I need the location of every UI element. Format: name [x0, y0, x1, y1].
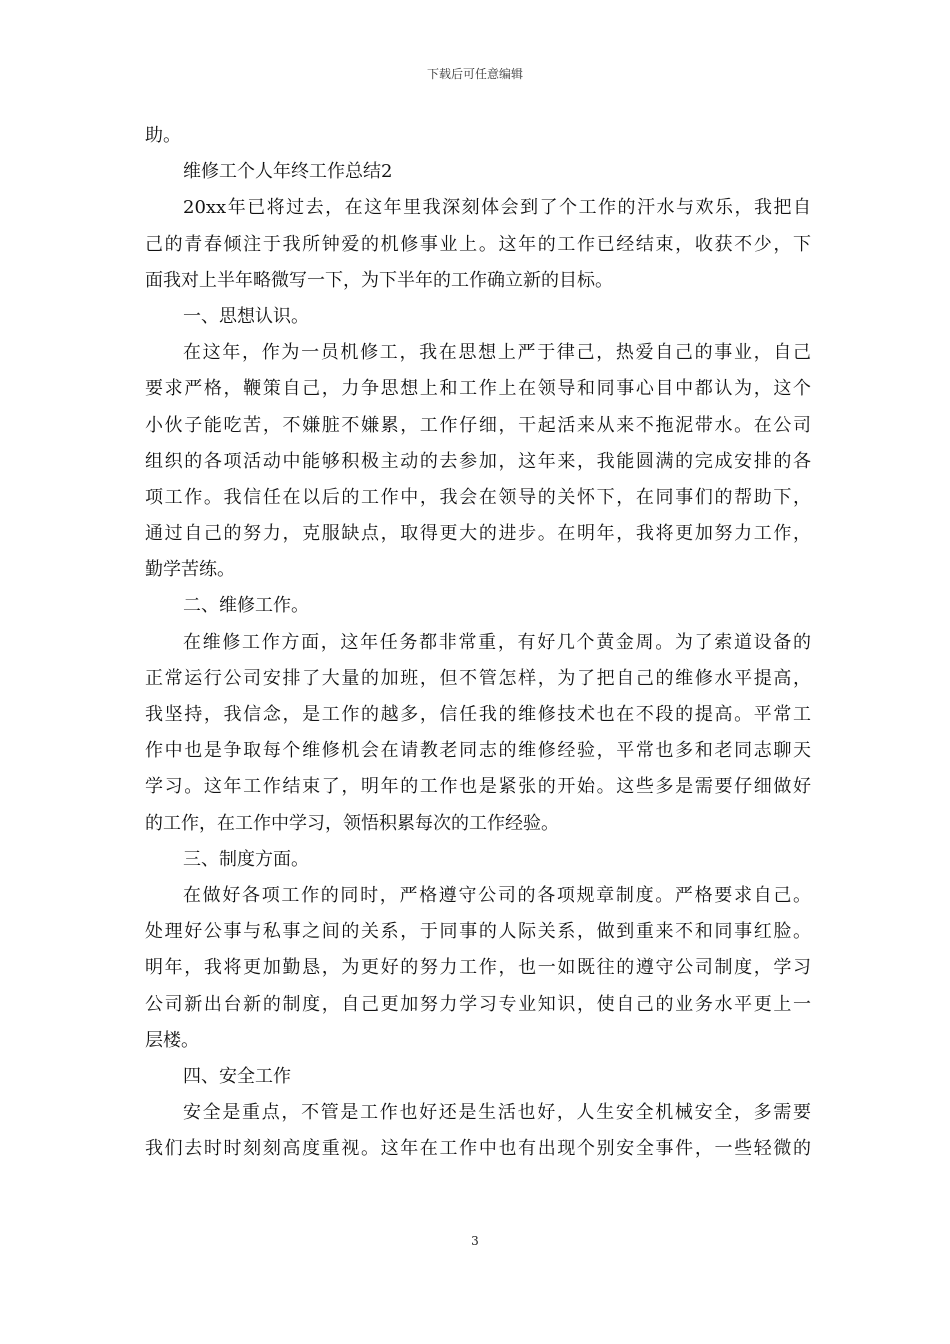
text-line: 正常运行公司安排了大量的加班，但不管怎样，为了把自己的维修水平提高， — [145, 667, 811, 689]
text-line: 层楼。 — [145, 1029, 199, 1051]
text-line: 在维修工作方面，这年任务都非常重，有好几个黄金周。为了索道设备的 — [183, 631, 811, 653]
text-line: 公司新出台新的制度，自己更加努力学习专业知识，使自己的业务水平更上一 — [145, 993, 811, 1015]
text-line: 的工作，在工作中学习，领悟积累每次的工作经验。 — [145, 812, 559, 834]
text-line: 组织的各项活动中能够积极主动的去参加，这年来，我能圆满的完成安排的各 — [145, 450, 811, 472]
text-line: 作中也是争取每个维修机会在请教老同志的维修经验，平常也多和老同志聊天 — [145, 740, 811, 762]
section-heading: 二、维修工作。 — [183, 595, 309, 617]
text-line: 面我对上半年略微写一下，为下半年的工作确立新的目标。 — [145, 269, 613, 291]
text-line: 我们去时时刻刻高度重视。这年在工作中也有出现个别安全事件，一些轻微的 — [145, 1138, 811, 1160]
section-heading: 三、制度方面。 — [183, 848, 309, 870]
text-line: 20xx年已将过去，在这年里我深刻体会到了个工作的汗水与欢乐，我把自 — [183, 197, 811, 219]
text-line: 通过自己的努力，克服缺点，取得更大的进步。在明年，我将更加努力工作， — [145, 523, 811, 545]
text-line: 勤学苦练。 — [145, 559, 235, 581]
text-line: 在做好各项工作的同时，严格遵守公司的各项规章制度。严格要求自己。 — [183, 884, 811, 906]
text-line: 安全是重点，不管是工作也好还是生活也好，人生安全机械安全，多需要 — [183, 1102, 811, 1124]
document-body — [145, 118, 811, 1167]
text-line: 我坚持，我信念，是工作的越多，信任我的维修技术也在不段的提高。平常工 — [145, 704, 811, 725]
text-line: 小伙子能吃苦，不嫌脏不嫌累，工作仔细，干起活来从来不拖泥带水。在公司 — [145, 414, 811, 436]
section-heading: 四、安全工作 — [183, 1065, 291, 1087]
text-line: 明年，我将更加勤恳，为更好的努力工作，也一如既往的遵守公司制度，学习 — [145, 957, 811, 979]
text-line: 要求严格，鞭策自己，力争思想上和工作上在领导和同事心目中都认为，这个 — [145, 378, 811, 400]
text-line: 项工作。我信任在以后的工作中，我会在领导的关怀下，在同事们的帮助下， — [145, 486, 811, 508]
text-line: 己的青春倾注于我所钟爱的机修事业上。这年的工作已经结束，收获不少，下 — [145, 233, 811, 255]
text-line: 学习。这年工作结束了，明年的工作也是紧张的开始。这些多是需要仔细做好 — [145, 776, 811, 798]
section-title: 维修工个人年终工作总结2 — [183, 161, 393, 183]
text-line: 助。 — [145, 125, 181, 146]
page-number: 3 — [471, 1234, 479, 1248]
text-line: 处理好公事与私事之间的关系，于同事的人际关系，做到重来不和同事红脸。 — [145, 921, 811, 943]
page-header: 下载后可任意编辑 — [426, 67, 523, 81]
text-line: 在这年，作为一员机修工，我在思想上严于律己，热爱自己的事业，自己 — [183, 342, 811, 364]
section-heading: 一、思想认识。 — [183, 305, 309, 327]
